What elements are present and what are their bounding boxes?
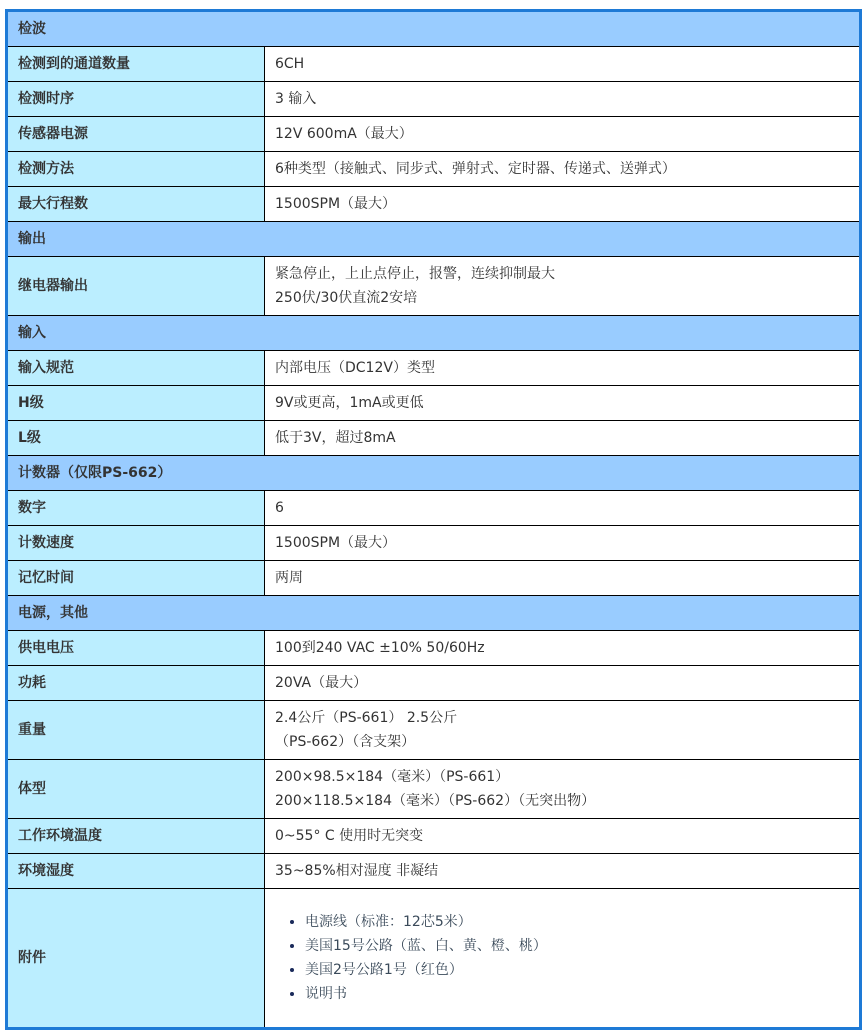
row-value [265, 760, 861, 819]
list-item: • 美国2号公路1号（红色） [305, 958, 849, 982]
table-row [7, 526, 861, 561]
row-value: 1500SPM（最大） [265, 526, 861, 561]
section-header-row [7, 596, 861, 631]
section-header-row [7, 11, 861, 47]
table-row [7, 889, 861, 1029]
section-header-row [7, 316, 861, 351]
row-label: 检测到的通道数量 [7, 47, 265, 82]
accessories-list [275, 910, 849, 1006]
row-label: 最大行程数 [7, 187, 265, 222]
value-line: 200×98.5×184（毫米）（PS-661） [275, 769, 510, 785]
row-label: 环境湿度 [7, 854, 265, 889]
row-label: L级 [7, 421, 265, 456]
section-title: 电源，其他 [7, 596, 861, 631]
row-label: 供电电压 [7, 631, 265, 666]
table-row [7, 631, 861, 666]
list-item: • 电源线（标准：12芯5米） [305, 910, 849, 934]
table-row [7, 421, 861, 456]
row-label: 重量 [7, 701, 265, 760]
row-label: 继电器输出 [7, 257, 265, 316]
table-row [7, 47, 861, 82]
table-row [7, 854, 861, 889]
table-row [7, 187, 861, 222]
row-label: 数字 [7, 491, 265, 526]
row-value: 9V或更高，1mA或更低 [265, 386, 861, 421]
section-header-row [7, 456, 861, 491]
table-row [7, 491, 861, 526]
value-line: （PS-662）（含支架） [275, 734, 416, 750]
row-label: 计数速度 [7, 526, 265, 561]
row-value: 内部电压（DC12V）类型 [265, 351, 861, 386]
table-row [7, 819, 861, 854]
row-value: 6CH [265, 47, 861, 82]
row-label: H级 [7, 386, 265, 421]
row-value: 3 输入 [265, 82, 861, 117]
table-row [7, 386, 861, 421]
row-label: 检测时序 [7, 82, 265, 117]
section-title: 输出 [7, 222, 861, 257]
table-row [7, 152, 861, 187]
row-value: 6种类型（接触式、同步式、弹射式、定时器、传递式、送弹式） [265, 152, 861, 187]
value-line: 250伏/30伏直流2安培 [275, 290, 418, 306]
table-row [7, 666, 861, 701]
row-value: 低于3V，超过8mA [265, 421, 861, 456]
row-value [265, 257, 861, 316]
row-label: 输入规范 [7, 351, 265, 386]
table-row [7, 701, 861, 760]
row-value: 0~55° C 使用时无突变 [265, 819, 861, 854]
list-item: • 美国15号公路（蓝、白、黄、橙、桃） [305, 934, 849, 958]
row-label: 传感器电源 [7, 117, 265, 152]
spec-table-container [5, 9, 862, 1030]
value-line: 2.4公斤（PS-661） 2.5公斤 [275, 710, 458, 726]
row-value: 100到240 VAC ±10% 50/60Hz [265, 631, 861, 666]
value-line: 200×118.5×184（毫米）（PS-662）（无突出物） [275, 793, 596, 809]
list-item: • 说明书 [305, 982, 849, 1006]
table-row [7, 257, 861, 316]
table-row [7, 117, 861, 152]
table-row [7, 82, 861, 117]
row-label: 附件 [7, 889, 265, 1029]
row-value: 20VA（最大） [265, 666, 861, 701]
row-label: 记忆时间 [7, 561, 265, 596]
section-title: 计数器（仅限PS-662） [7, 456, 861, 491]
table-row [7, 351, 861, 386]
row-value: 两周 [265, 561, 861, 596]
spec-table [5, 9, 862, 1030]
row-value: 6 [265, 491, 861, 526]
row-label: 检测方法 [7, 152, 265, 187]
table-row [7, 561, 861, 596]
row-label: 功耗 [7, 666, 265, 701]
row-value: 12V 600mA（最大） [265, 117, 861, 152]
row-label: 体型 [7, 760, 265, 819]
section-title: 输入 [7, 316, 861, 351]
row-value: 35~85%相对湿度 非凝结 [265, 854, 861, 889]
row-value: 1500SPM（最大） [265, 187, 861, 222]
value-line: 紧急停止，上止点停止，报警，连续抑制最大 [275, 266, 555, 282]
section-header-row [7, 222, 861, 257]
row-value [265, 889, 861, 1029]
row-value [265, 701, 861, 760]
section-title: 检波 [7, 11, 861, 47]
table-row [7, 760, 861, 819]
row-label: 工作环境温度 [7, 819, 265, 854]
